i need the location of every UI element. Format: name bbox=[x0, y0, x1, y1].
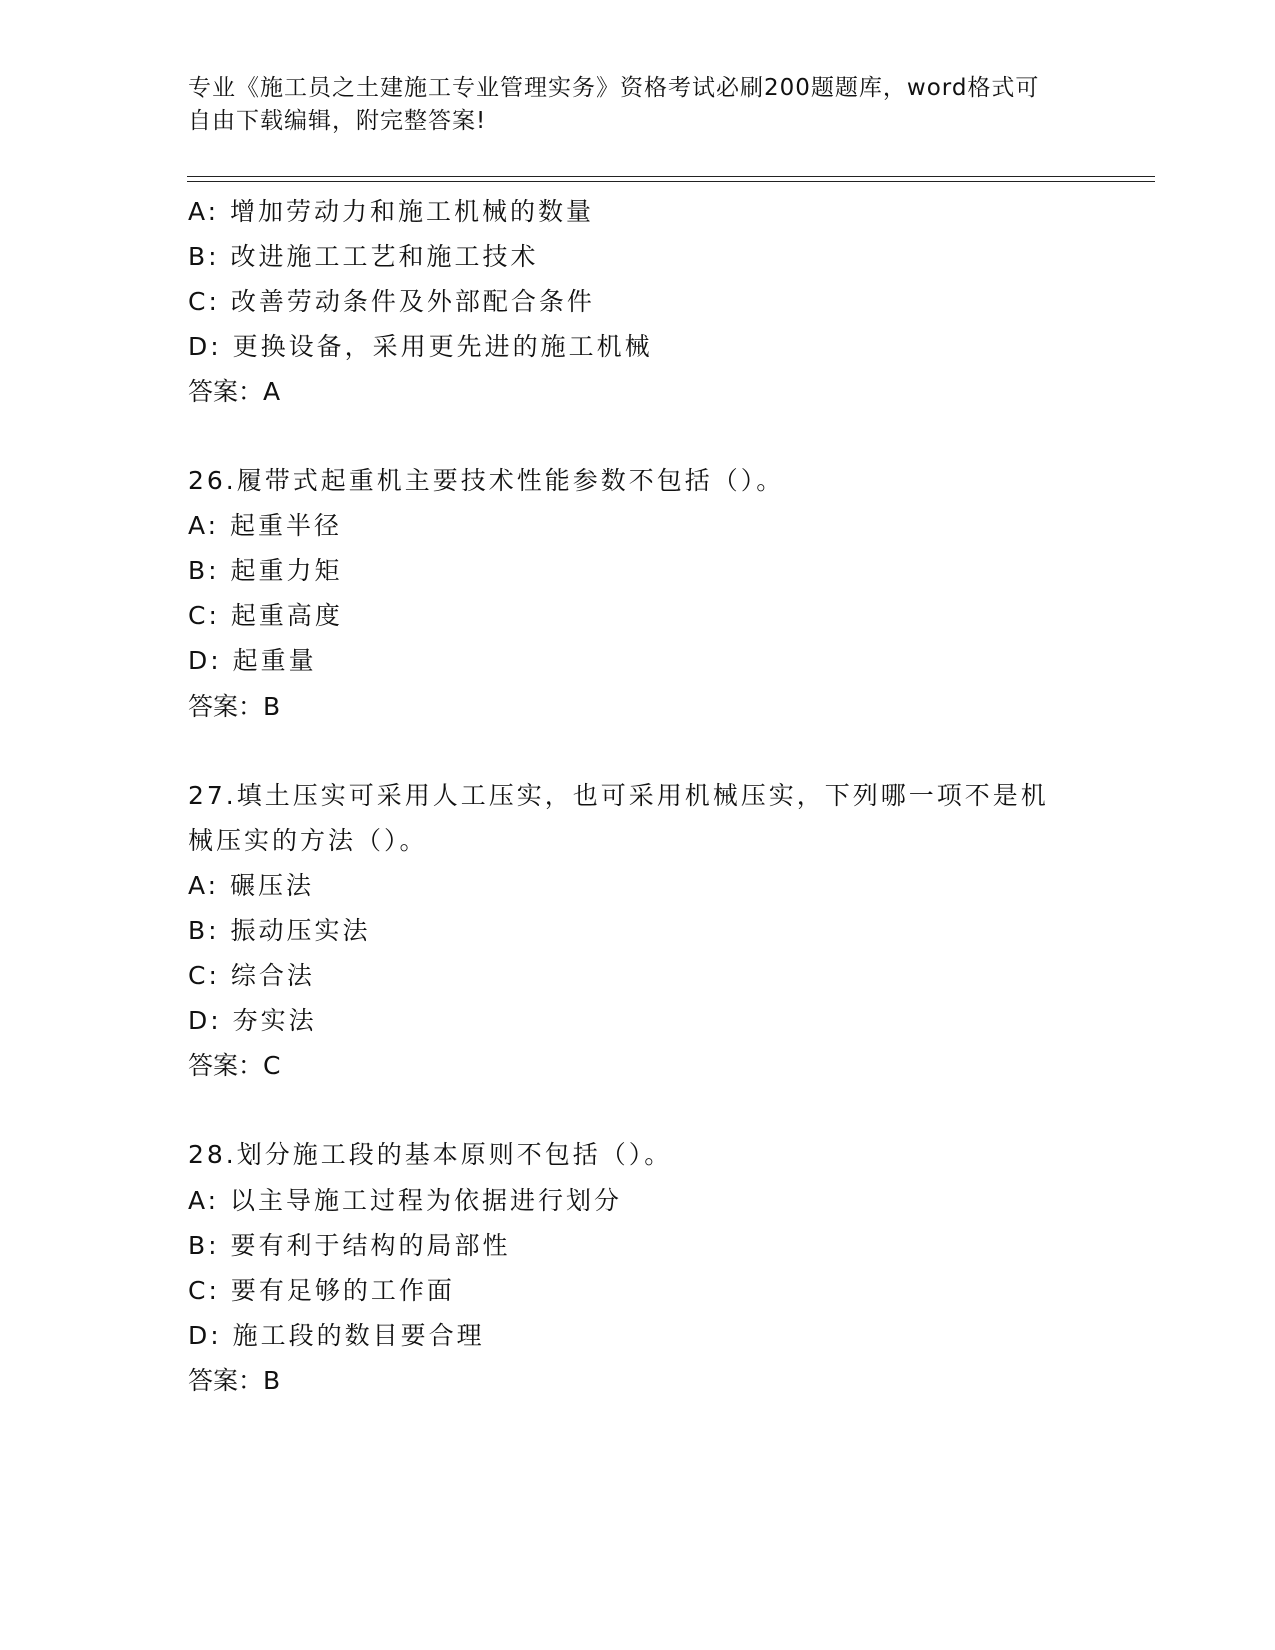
answer: 答案：B bbox=[188, 692, 281, 721]
document-header bbox=[188, 72, 1088, 138]
option-d: D: 施工段的数目要合理 bbox=[188, 1321, 485, 1350]
option-a: A: 以主导施工过程为依据进行划分 bbox=[188, 1186, 623, 1215]
option-c: C: 起重高度 bbox=[188, 601, 343, 630]
option-a: A: 起重半径 bbox=[188, 511, 343, 540]
header-rule-bottom bbox=[187, 181, 1155, 182]
option-c: C: 要有足够的工作面 bbox=[188, 1276, 455, 1305]
header-line-2: 自由下载编辑，附完整答案! bbox=[188, 108, 487, 134]
question-stem: 26.履带式起重机主要技术性能参数不包括（）。 bbox=[188, 466, 785, 495]
option-d: D: 起重量 bbox=[188, 646, 317, 675]
option-b: B: 振动压实法 bbox=[188, 916, 371, 945]
question-stem-continued: 械压实的方法（）。 bbox=[188, 826, 428, 855]
answer: 答案：A bbox=[188, 377, 281, 406]
option-c: C: 改善劳动条件及外部配合条件 bbox=[188, 287, 595, 316]
option-b: B: 改进施工工艺和施工技术 bbox=[188, 242, 539, 271]
option-b: B: 要有利于结构的局部性 bbox=[188, 1231, 511, 1260]
answer: 答案：B bbox=[188, 1366, 281, 1395]
option-b: B: 起重力矩 bbox=[188, 556, 343, 585]
answer: 答案：C bbox=[188, 1051, 281, 1080]
question-stem: 28.划分施工段的基本原则不包括（）。 bbox=[188, 1140, 673, 1169]
option-d: D: 更换设备，采用更先进的施工机械 bbox=[188, 332, 653, 361]
option-c: C: 综合法 bbox=[188, 961, 315, 990]
option-d: D: 夯实法 bbox=[188, 1006, 317, 1035]
question-stem: 27.填土压实可采用人工压实，也可采用机械压实，下列哪一项不是机 bbox=[188, 781, 1049, 810]
header-rule-top bbox=[187, 176, 1155, 177]
header-line-1: 专业《施工员之土建施工专业管理实务》资格考试必刷200题题库，word格式可 bbox=[188, 75, 1040, 101]
option-a: A: 碾压法 bbox=[188, 871, 315, 900]
option-a: A: 增加劳动力和施工机械的数量 bbox=[188, 197, 595, 226]
